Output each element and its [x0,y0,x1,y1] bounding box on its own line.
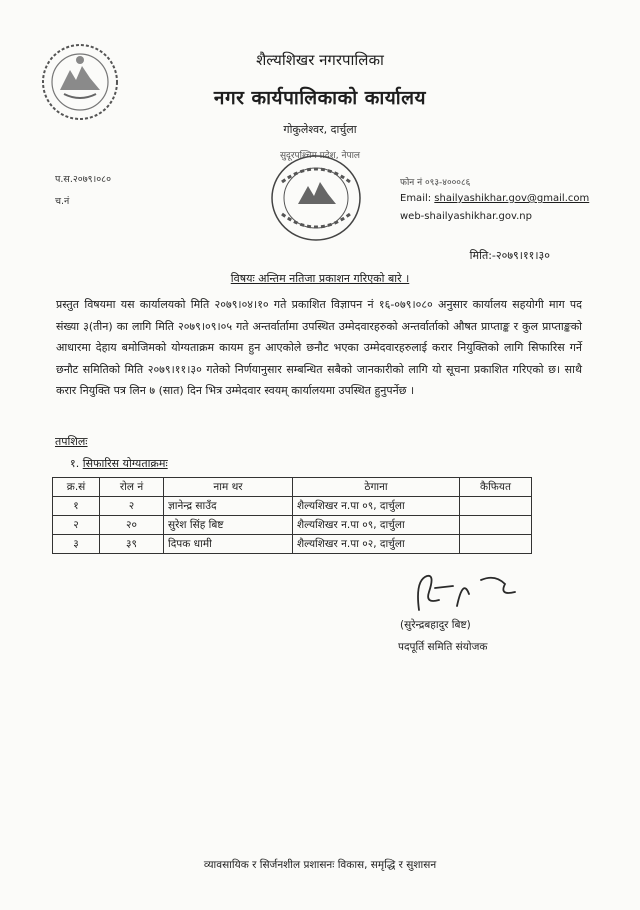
phone-number: फोन नं ०९३-४०००८६ [400,178,471,188]
footer-slogan: व्यावसायिक र सिर्जनशील प्रशासनः विकास, समृद्धि र सुशासन [203,859,437,871]
signature-image [405,570,535,618]
cell-roll: २० [100,516,164,535]
cell-serial: २ [53,516,100,535]
cell-address: शैल्यशिखर न.पा ०२, दार्चुला [293,535,460,554]
section-title: सिफारिस योग्यताक्रमः [82,457,168,470]
col-roll: रोल नं [100,478,164,497]
email-label: Email: [400,193,435,204]
subject-line [0,271,640,286]
col-address: ठेगाना [293,478,460,497]
province-text: सुदूरपश्चिम प्रदेश, नेपाल [279,151,361,161]
signatory-title: पदपूर्ति समिति संयोजक [398,641,488,653]
cell-serial: १ [53,497,100,516]
email-line [400,193,589,204]
office-address: गोकुलेश्वर, दार्चुला [283,123,357,136]
details-label: तपशिलः [55,435,88,448]
cell-remarks [460,516,532,535]
col-name: नाम थर [164,478,293,497]
subject-text: विषयः अन्तिम नतिजा प्रकाशन गरिएको बारे । [230,272,410,285]
cell-address: शैल्यशिखर न.पा ०९, दार्चुला [293,516,460,535]
document-date: मिति:-२०७९।११।३० [469,249,550,262]
table-header-row [53,478,532,497]
office-name: नगर कार्यपालिकाको कार्यालय [213,87,427,109]
col-remarks: कैफियत [460,478,532,497]
section-heading [70,456,168,471]
cell-address: शैल्यशिखर न.पा ०९, दार्चुला [293,497,460,516]
dispatch-number: च.नं [55,196,70,207]
office-seal-stamp [268,152,364,244]
website-link[interactable]: web-shailyashikhar.gov.np [400,211,532,222]
org-name: शैल्यशिखर नगरपालिका [256,51,384,69]
email-link[interactable]: shailyashikhar.gov@gmail.com [434,193,590,204]
table-row [53,516,532,535]
cell-name: सुरेश सिंह बिष्ट [164,516,293,535]
cell-name: दिपक धामी [164,535,293,554]
results-table [52,477,532,554]
cell-remarks [460,497,532,516]
signatory-name: (सुरेन्द्रबहादुर बिष्ट) [400,619,471,631]
section-number: १. [70,457,80,470]
cell-remarks [460,535,532,554]
col-serial: क्र.सं [53,478,100,497]
cell-serial: ३ [53,535,100,554]
reference-number: प.स.२०७९।०८० [55,174,112,185]
cell-roll: २ [100,497,164,516]
cell-roll: ३९ [100,535,164,554]
cell-name: ज्ञानेन्द्र साउँद [164,497,293,516]
table-row [53,497,532,516]
table-row [53,535,532,554]
notice-body: प्रस्तुत विषयमा यस कार्यालयको मिति २०७९।०४।१० गते प्रकाशित विज्ञापन नं १६-०७९।०८० अनुसार कार्यालय सहयोगी माग पद संख्या ३(तीन) का लागि मिति २०७९।०९।०५ गते अन्तर्वार्तामा उपस्थित उम्मेदवारहरुको अन्तर्वार्ताको औषत प्राप्ताङ्क र कुल प्राप्ताङ्कको आधारमा देहाय बमोजिमको योग्यताक्रम कायम हुन आएकोले छनौट भएका उम्मेदवारहरुलाई करार नियुक्तिको लागि सिफारिस गर्ने छनौट समितिको मिति २०७९।११।३० गतेको निर्णयानुसार सम्बन्धित सबैको जानकारीको लागि यो सूचना प्रकाशित गरिएको छ। साथै करार नियुक्ति पत्र लिन ७ (सात) दिन भित्र उम्मेदवार स्वयम् कार्यालयमा उपस्थित हुनुपर्नेछ । [56,298,582,397]
